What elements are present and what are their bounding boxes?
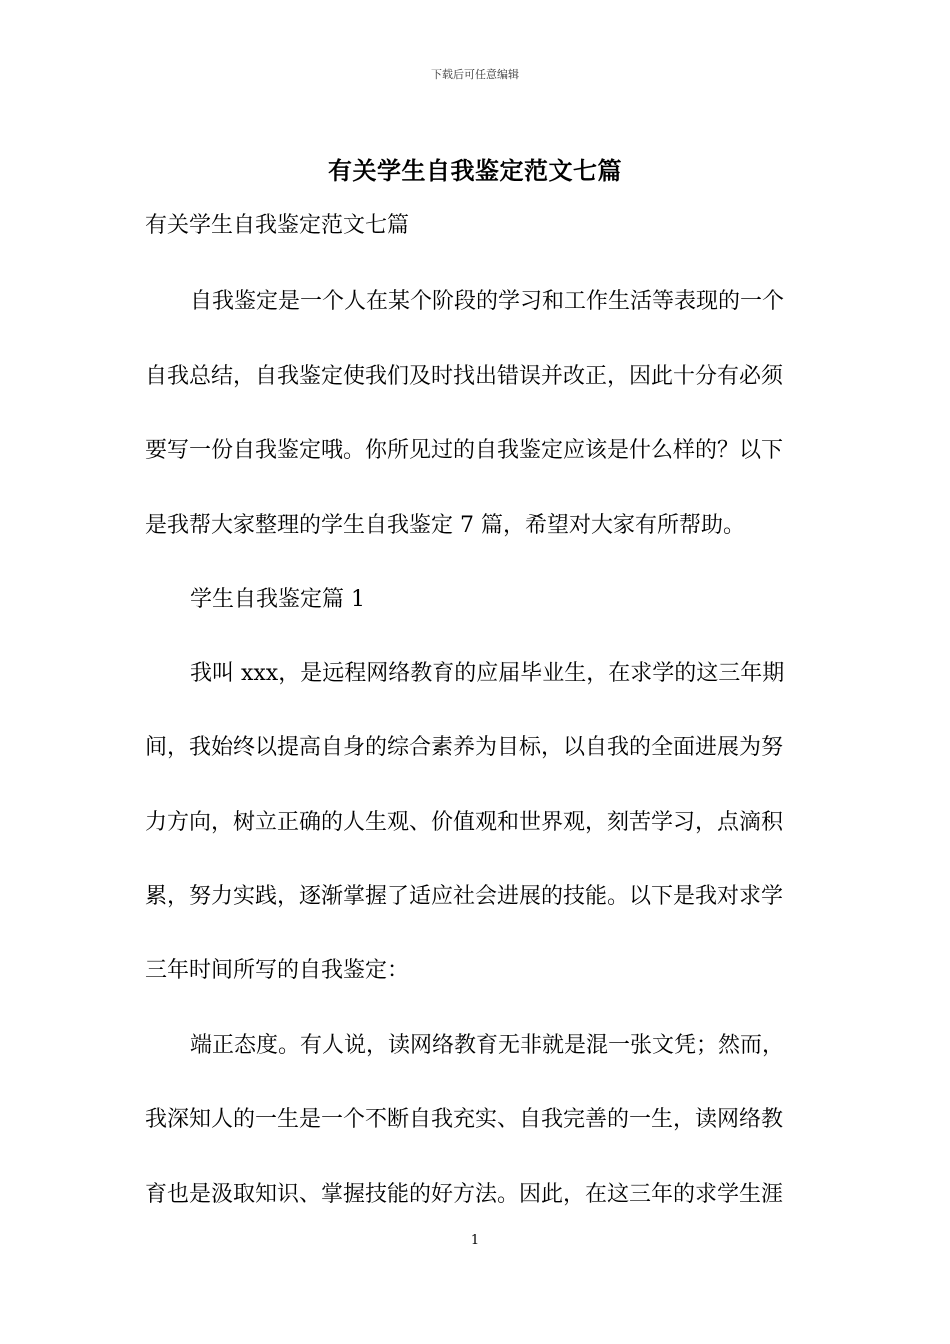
paragraph-line: 端正态度。有人说，读网络教育无非就是混一张文凭；然而，: [190, 1033, 785, 1058]
paragraph-line: 自我总结，自我鉴定使我们及时找出错误并改正，因此十分有必须: [145, 364, 784, 389]
paragraph-line: 自我鉴定是一个人在某个阶段的学习和工作生活等表现的一个: [190, 289, 785, 314]
section-heading: 学生自我鉴定篇 1: [190, 587, 365, 612]
paragraph-line: 累，努力实践，逐渐掌握了适应社会进展的技能。以下是我对求学: [145, 884, 784, 909]
paragraph-line: 三年时间所写的自我鉴定：: [145, 958, 410, 983]
paragraph-line: 是我帮大家整理的学生自我鉴定 7 篇，希望对大家有所帮助。: [145, 513, 745, 538]
document-title: 有关学生自我鉴定范文七篇: [328, 156, 622, 185]
paragraph-line: 间，我始终以提高自身的综合素养为目标，以自我的全面进展为努: [145, 735, 784, 760]
paragraph-line: 力方向，树立正确的人生观、价值观和世界观，刻苦学习，点滴积: [145, 810, 784, 835]
subtitle-line: 有关学生自我鉴定范文七篇: [145, 213, 410, 238]
page-number: 1: [470, 1233, 480, 1248]
paragraph-line: 我深知人的一生是一个不断自我充实、自我完善的一生，读网络教: [145, 1107, 784, 1132]
page-header-note: 下载后可任意编辑: [431, 68, 519, 81]
paragraph-line: 我叫 xxx，是远程网络教育的应届毕业生，在求学的这三年期: [190, 661, 785, 686]
paragraph-line: 育也是汲取知识、掌握技能的好方法。因此，在这三年的求学生涯: [145, 1182, 784, 1207]
paragraph-line: 要写一份自我鉴定哦。你所见过的自我鉴定应该是什么样的？以下: [145, 438, 784, 463]
